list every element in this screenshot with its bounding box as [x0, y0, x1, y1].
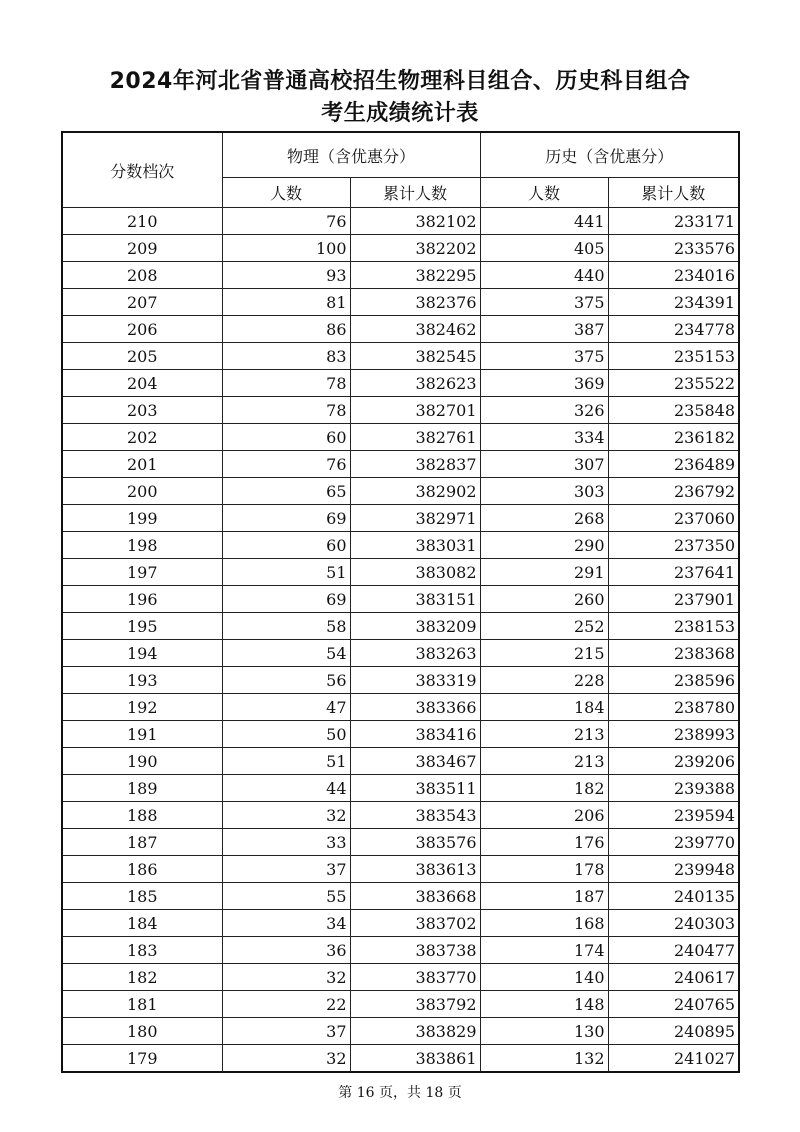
table-row: [62, 397, 739, 424]
cell-physics-count: 54: [222, 640, 350, 667]
table-row: [62, 775, 739, 802]
cell-history-count: 184: [480, 694, 608, 721]
cell-history-cumulative: 237641: [608, 559, 739, 586]
cell-physics-count: 69: [222, 505, 350, 532]
cell-physics-cumulative: 383209: [350, 613, 480, 640]
cell-history-cumulative: 240477: [608, 937, 739, 964]
cell-physics-cumulative: 382761: [350, 424, 480, 451]
cell-history-cumulative: 234016: [608, 262, 739, 289]
cell-history-count: 182: [480, 775, 608, 802]
table-row: [62, 451, 739, 478]
cell-physics-cumulative: 383613: [350, 856, 480, 883]
cell-history-count: 130: [480, 1018, 608, 1045]
cell-history-cumulative: 240617: [608, 964, 739, 991]
cell-history-cumulative: 236489: [608, 451, 739, 478]
cell-physics-cumulative: 383770: [350, 964, 480, 991]
cell-score: 191: [62, 721, 222, 748]
cell-physics-cumulative: 383829: [350, 1018, 480, 1045]
cell-physics-cumulative: 383543: [350, 802, 480, 829]
cell-score: 179: [62, 1045, 222, 1073]
cell-physics-cumulative: 382902: [350, 478, 480, 505]
cell-physics-count: 76: [222, 208, 350, 235]
cell-physics-cumulative: 382837: [350, 451, 480, 478]
table-row: [62, 235, 739, 262]
cell-history-count: 206: [480, 802, 608, 829]
cell-physics-count: 56: [222, 667, 350, 694]
cell-physics-count: 58: [222, 613, 350, 640]
cell-physics-cumulative: 383576: [350, 829, 480, 856]
cell-physics-count: 32: [222, 964, 350, 991]
cell-history-count: 176: [480, 829, 608, 856]
cell-history-cumulative: 237060: [608, 505, 739, 532]
cell-history-count: 187: [480, 883, 608, 910]
cell-physics-cumulative: 383467: [350, 748, 480, 775]
cell-physics-count: 51: [222, 559, 350, 586]
cell-history-cumulative: 238153: [608, 613, 739, 640]
table-row: [62, 559, 739, 586]
cell-history-count: 375: [480, 289, 608, 316]
cell-history-count: 252: [480, 613, 608, 640]
cell-physics-cumulative: 383668: [350, 883, 480, 910]
cell-score: 208: [62, 262, 222, 289]
cell-physics-cumulative: 383416: [350, 721, 480, 748]
cell-physics-count: 81: [222, 289, 350, 316]
table-row: [62, 262, 739, 289]
cell-history-count: 213: [480, 748, 608, 775]
cell-score: 203: [62, 397, 222, 424]
cell-physics-count: 60: [222, 532, 350, 559]
cell-score: 196: [62, 586, 222, 613]
table-row: [62, 532, 739, 559]
cell-history-cumulative: 238780: [608, 694, 739, 721]
header-history-cumulative: 累计人数: [608, 178, 739, 208]
cell-history-count: 307: [480, 451, 608, 478]
header-history-count: 人数: [480, 178, 608, 208]
cell-history-count: 268: [480, 505, 608, 532]
cell-history-cumulative: 239948: [608, 856, 739, 883]
cell-history-count: 334: [480, 424, 608, 451]
cell-score: 182: [62, 964, 222, 991]
table-row: [62, 586, 739, 613]
table-row: [62, 667, 739, 694]
cell-physics-count: 47: [222, 694, 350, 721]
cell-history-count: 260: [480, 586, 608, 613]
cell-history-count: 132: [480, 1045, 608, 1073]
cell-physics-cumulative: 382462: [350, 316, 480, 343]
cell-physics-count: 51: [222, 748, 350, 775]
header-physics-cumulative: 累计人数: [350, 178, 480, 208]
cell-physics-cumulative: 382295: [350, 262, 480, 289]
cell-history-count: 440: [480, 262, 608, 289]
cell-physics-cumulative: 383861: [350, 1045, 480, 1073]
cell-score: 193: [62, 667, 222, 694]
cell-history-cumulative: 239594: [608, 802, 739, 829]
cell-history-count: 375: [480, 343, 608, 370]
cell-history-count: 168: [480, 910, 608, 937]
cell-physics-count: 50: [222, 721, 350, 748]
cell-physics-cumulative: 383082: [350, 559, 480, 586]
cell-score: 192: [62, 694, 222, 721]
cell-history-cumulative: 240303: [608, 910, 739, 937]
cell-physics-count: 93: [222, 262, 350, 289]
cell-history-count: 228: [480, 667, 608, 694]
cell-physics-cumulative: 383151: [350, 586, 480, 613]
cell-history-cumulative: 238368: [608, 640, 739, 667]
table-row: [62, 883, 739, 910]
cell-history-cumulative: 238993: [608, 721, 739, 748]
cell-physics-count: 55: [222, 883, 350, 910]
cell-history-count: 303: [480, 478, 608, 505]
cell-history-cumulative: 237901: [608, 586, 739, 613]
cell-physics-count: 36: [222, 937, 350, 964]
cell-history-cumulative: 240135: [608, 883, 739, 910]
cell-history-count: 291: [480, 559, 608, 586]
cell-history-cumulative: 233576: [608, 235, 739, 262]
score-statistics-table: [61, 131, 740, 1073]
cell-history-cumulative: 240895: [608, 1018, 739, 1045]
cell-score: 195: [62, 613, 222, 640]
table-row: [62, 478, 739, 505]
cell-history-cumulative: 236792: [608, 478, 739, 505]
cell-score: 200: [62, 478, 222, 505]
cell-physics-count: 83: [222, 343, 350, 370]
cell-history-count: 290: [480, 532, 608, 559]
table-row: [62, 370, 739, 397]
cell-physics-count: 32: [222, 802, 350, 829]
cell-score: 201: [62, 451, 222, 478]
cell-physics-count: 60: [222, 424, 350, 451]
cell-physics-cumulative: 382376: [350, 289, 480, 316]
cell-history-count: 213: [480, 721, 608, 748]
cell-score: 194: [62, 640, 222, 667]
cell-history-cumulative: 233171: [608, 208, 739, 235]
cell-score: 202: [62, 424, 222, 451]
cell-score: 198: [62, 532, 222, 559]
cell-score: 184: [62, 910, 222, 937]
cell-history-count: 174: [480, 937, 608, 964]
cell-physics-count: 78: [222, 370, 350, 397]
cell-history-cumulative: 239770: [608, 829, 739, 856]
cell-history-count: 441: [480, 208, 608, 235]
cell-physics-cumulative: 382545: [350, 343, 480, 370]
table-body: [62, 208, 739, 1073]
cell-physics-cumulative: 383366: [350, 694, 480, 721]
cell-score: 210: [62, 208, 222, 235]
cell-history-count: 369: [480, 370, 608, 397]
cell-history-count: 148: [480, 991, 608, 1018]
cell-physics-cumulative: 382202: [350, 235, 480, 262]
cell-physics-cumulative: 383792: [350, 991, 480, 1018]
cell-score: 188: [62, 802, 222, 829]
cell-history-count: 405: [480, 235, 608, 262]
cell-physics-count: 65: [222, 478, 350, 505]
table-row: [62, 829, 739, 856]
cell-score: 205: [62, 343, 222, 370]
cell-score: 207: [62, 289, 222, 316]
cell-physics-cumulative: 382971: [350, 505, 480, 532]
cell-physics-count: 34: [222, 910, 350, 937]
cell-physics-count: 37: [222, 856, 350, 883]
cell-score: 204: [62, 370, 222, 397]
cell-physics-cumulative: 383263: [350, 640, 480, 667]
cell-score: 186: [62, 856, 222, 883]
cell-score: 185: [62, 883, 222, 910]
header-history: 历史（含优惠分）: [480, 132, 739, 178]
document-title-line1: 2024年河北省普通高校招生物理科目组合、历史科目组合: [109, 69, 691, 94]
cell-physics-cumulative: 383031: [350, 532, 480, 559]
cell-history-count: 387: [480, 316, 608, 343]
cell-score: 190: [62, 748, 222, 775]
cell-physics-count: 44: [222, 775, 350, 802]
table-row: [62, 343, 739, 370]
cell-physics-count: 69: [222, 586, 350, 613]
table-row: [62, 991, 739, 1018]
table-row: [62, 316, 739, 343]
header-score: 分数档次: [62, 132, 222, 208]
cell-score: 209: [62, 235, 222, 262]
cell-history-count: 140: [480, 964, 608, 991]
cell-history-cumulative: 239206: [608, 748, 739, 775]
page-footer: 第 16 页，共 18 页: [338, 1085, 462, 1101]
table-row: [62, 910, 739, 937]
table-row: [62, 1045, 739, 1073]
document-title-line2: 考生成绩统计表: [321, 101, 479, 126]
cell-history-cumulative: 234778: [608, 316, 739, 343]
table-row: [62, 748, 739, 775]
table-row: [62, 208, 739, 235]
cell-physics-cumulative: 382623: [350, 370, 480, 397]
table-row: [62, 505, 739, 532]
cell-physics-cumulative: 383511: [350, 775, 480, 802]
cell-physics-count: 22: [222, 991, 350, 1018]
cell-history-cumulative: 241027: [608, 1045, 739, 1073]
cell-score: 181: [62, 991, 222, 1018]
cell-physics-cumulative: 383738: [350, 937, 480, 964]
cell-score: 197: [62, 559, 222, 586]
cell-score: 180: [62, 1018, 222, 1045]
cell-score: 189: [62, 775, 222, 802]
table-row: [62, 964, 739, 991]
table-row: [62, 289, 739, 316]
cell-history-cumulative: 234391: [608, 289, 739, 316]
cell-physics-cumulative: 383319: [350, 667, 480, 694]
cell-history-cumulative: 237350: [608, 532, 739, 559]
header-physics: 物理（含优惠分）: [222, 132, 480, 178]
cell-history-cumulative: 238596: [608, 667, 739, 694]
cell-physics-cumulative: 383702: [350, 910, 480, 937]
cell-physics-count: 33: [222, 829, 350, 856]
cell-history-count: 215: [480, 640, 608, 667]
table-row: [62, 613, 739, 640]
cell-physics-cumulative: 382102: [350, 208, 480, 235]
cell-score: 183: [62, 937, 222, 964]
cell-history-cumulative: 236182: [608, 424, 739, 451]
table-row: [62, 937, 739, 964]
cell-physics-cumulative: 382701: [350, 397, 480, 424]
cell-history-cumulative: 240765: [608, 991, 739, 1018]
cell-physics-count: 32: [222, 1045, 350, 1073]
cell-history-cumulative: 239388: [608, 775, 739, 802]
table-row: [62, 802, 739, 829]
cell-physics-count: 100: [222, 235, 350, 262]
cell-score: 199: [62, 505, 222, 532]
table-row: [62, 694, 739, 721]
cell-history-cumulative: 235153: [608, 343, 739, 370]
cell-history-cumulative: 235848: [608, 397, 739, 424]
header-physics-count: 人数: [222, 178, 350, 208]
table-row: [62, 640, 739, 667]
cell-physics-count: 76: [222, 451, 350, 478]
cell-physics-count: 86: [222, 316, 350, 343]
cell-score: 206: [62, 316, 222, 343]
table-row: [62, 856, 739, 883]
cell-history-cumulative: 235522: [608, 370, 739, 397]
cell-history-count: 326: [480, 397, 608, 424]
table-row: [62, 721, 739, 748]
table-row: [62, 424, 739, 451]
table-row: [62, 1018, 739, 1045]
cell-physics-count: 37: [222, 1018, 350, 1045]
cell-score: 187: [62, 829, 222, 856]
cell-history-count: 178: [480, 856, 608, 883]
cell-physics-count: 78: [222, 397, 350, 424]
